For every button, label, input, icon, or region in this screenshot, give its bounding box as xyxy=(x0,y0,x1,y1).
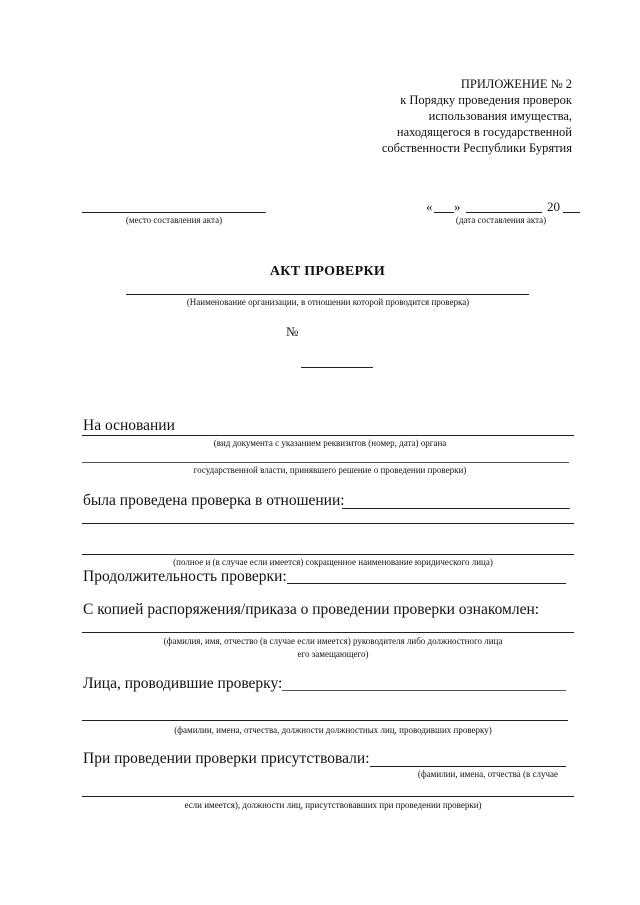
date-month-line[interactable] xyxy=(466,212,542,213)
appendix-line: находящегося в государственной xyxy=(396,125,572,139)
inspectors-field-line-2[interactable] xyxy=(82,720,568,721)
present-field-line-2[interactable] xyxy=(82,796,574,797)
date-day-line[interactable] xyxy=(434,212,454,213)
inspectors-label: Лица, проводившие проверку: xyxy=(83,675,283,692)
appendix-line: собственности Республики Бурятия xyxy=(381,141,572,155)
date-open-quote: « xyxy=(426,199,433,214)
present-caption-2: если имеется), должности лиц, присутствовавших при проведении проверки) xyxy=(184,800,482,810)
present-caption-1: (фамилии, имена, отчества (в случае xyxy=(417,769,558,779)
acquainted-caption-2: его замещающего) xyxy=(297,649,369,659)
basis-field-line-2[interactable] xyxy=(82,462,569,463)
date-year-line[interactable] xyxy=(563,212,580,213)
inspected-caption: (полное и (в случае если имеется) сокращенное наименование юридического лица) xyxy=(173,557,493,567)
duration-field-line[interactable] xyxy=(287,583,566,584)
basis-label: На основании xyxy=(83,417,175,434)
inspected-field-line[interactable] xyxy=(342,508,570,509)
number-field-line[interactable] xyxy=(301,367,373,368)
appendix-block xyxy=(330,76,572,156)
appendix-line: использования имущества, xyxy=(428,109,572,123)
org-caption: (Наименование организации, в отношении которой проводится проверка) xyxy=(186,297,470,307)
inspected-field-line-3[interactable] xyxy=(82,554,574,555)
acquainted-label: С копией распоряжения/приказа о проведении проверки ознакомлен: xyxy=(83,601,540,618)
acquainted-field-line[interactable] xyxy=(82,632,574,633)
place-field-line[interactable] xyxy=(82,212,266,213)
date-close-quote: » xyxy=(454,199,461,214)
acquainted-caption-1: (фамилия, имя, отчество (в случае если имеется) руководителя либо должностного лица xyxy=(163,636,503,646)
duration-label: Продолжительность проверки: xyxy=(83,568,287,585)
date-caption: (дата составления акта) xyxy=(455,215,547,225)
inspectors-field-line[interactable] xyxy=(282,690,566,691)
basis-caption-2: государственной власти, принявшего решение о проведении проверки) xyxy=(193,465,467,475)
appendix-title: ПРИЛОЖЕНИЕ № 2 xyxy=(460,77,572,91)
document-title: АКТ ПРОВЕРКИ xyxy=(269,264,386,279)
present-label: При проведении проверки присутствовали: xyxy=(83,750,370,767)
appendix-line: к Порядку проведения проверок xyxy=(400,93,572,107)
inspected-label: была проведена проверка в отношении: xyxy=(83,492,345,509)
place-caption: (место составления акта) xyxy=(125,215,223,225)
basis-caption-1: (вид документа с указанием реквизитов (номер, дата) органа xyxy=(213,438,447,448)
org-name-line[interactable] xyxy=(126,294,529,295)
inspectors-caption: (фамилии, имена, отчества, должности должностных лиц, проводивших проверку) xyxy=(174,725,492,735)
number-sign: № xyxy=(286,324,299,339)
inspected-field-line-2[interactable] xyxy=(82,523,574,524)
present-field-line[interactable] xyxy=(370,766,566,767)
date-year-prefix: 20 xyxy=(547,199,560,214)
basis-field-line[interactable] xyxy=(82,435,574,436)
